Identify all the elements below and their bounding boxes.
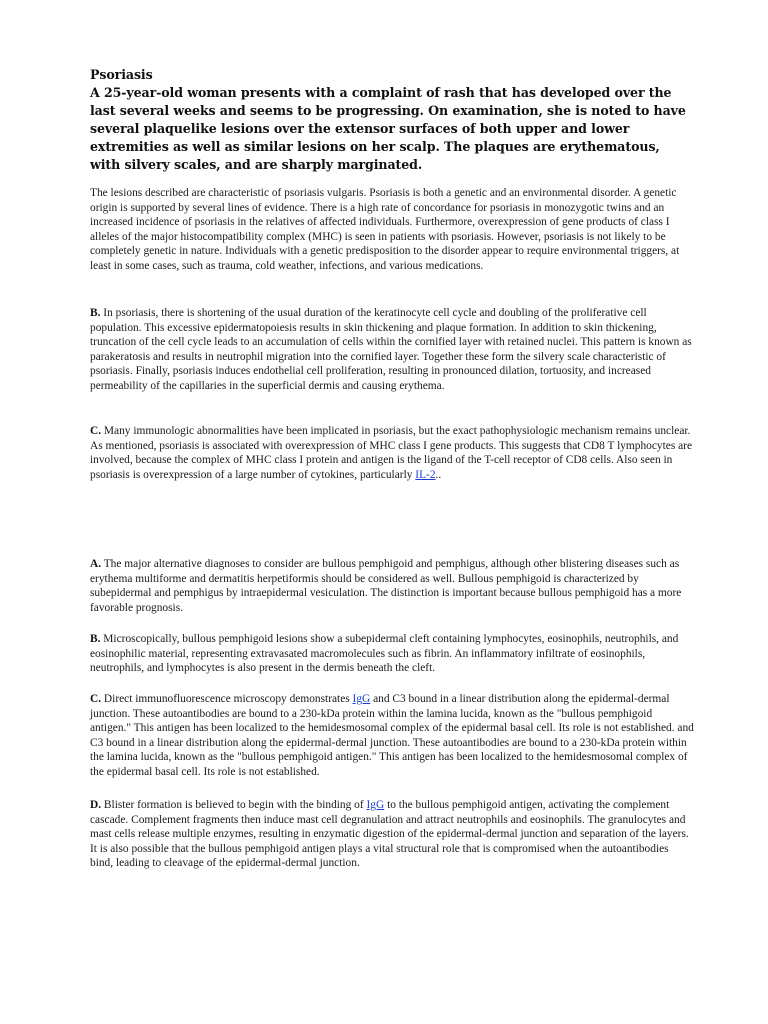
page-title: Psoriasis <box>90 67 153 82</box>
answer-text: In psoriasis, there is shortening of the usual duration of the keratinocyte cell cycle and doubling of the proliferative cell population. This excessive epidermatopoiesis results in skin thickening and plaque formation. In addition to skin thickening, truncation of the cell cycle leads to an accumulation of cells within the cornified layer with retained nuclei. This pattern is known as parakeratosis and results in neutrophil migration into the cornified layer. Together these form the silvery scale characteristic of psoriasis. Finally, psoriasis induces endothelial cell proliferation, resulting in pronounced dilation, tortuosity, and increased permeability of the capillaries in the superficial dermis and causing erythema. <box>90 307 692 392</box>
pemphigoid-answer-d <box>90 798 694 871</box>
case-heading <box>90 66 690 174</box>
answer-label: B. <box>90 307 101 319</box>
answer-text: Many immunologic abnormalities have been implicated in psoriasis, but the exact pathophysiologic mechanism remains unclear. As mentioned, psoriasis is associated with overexpression of MHC class I gene products. This suggests that CD8 T lymphocytes are involved, because the complex of MHC class I protein and antigen is the ligand of the T-cell receptor of CD8 cells. Also seen in psoriasis is overexpression of a large number of cytokines, particularly <box>90 425 693 481</box>
igg-link[interactable]: IgG <box>366 799 385 811</box>
answer-label: D. <box>90 799 102 811</box>
il2-link[interactable]: IL-2 <box>415 468 436 481</box>
case-description: A 25-year-old woman presents with a complaint of rash that has developed over the last several weeks and seems to be progressing. On examination, she is noted to have several plaquelike lesions over the extensor surfaces of both upper and lower extremities as well as similar lesions on her scalp. The plaques are erythematous, with silvery scales, and are sharply marginated. <box>90 85 686 172</box>
answer-text: and C3 bound in a linear distribution along the epidermal-dermal junction. These autoantibodies are bound to a 230-kDa protein within the lamina lucida, known as the "bullous pemphigoid antigen." This antigen has been localized to the hemidesmosomal complex of the epidermal basal cell. Its role is not established. and C3 bound in a linear distribution along the epidermal-dermal junction. These autoantibodies are bound to a 230-kDa protein within the lamina lucida, known as the "bullous pemphigoid antigen." This antigen has been localized to the hemidesmosomal complex of the epidermal basal cell. Its role is not established. <box>90 693 694 778</box>
pemphigoid-answer-a <box>90 557 694 615</box>
pemphigoid-answer-c <box>90 692 694 780</box>
answer-label: B. <box>90 633 101 645</box>
answer-label: C. <box>90 425 102 437</box>
answer-text: Microscopically, bullous pemphigoid lesions show a subepidermal cleft containing lymphocytes, eosinophils, neutrophils, and eosinophilic material, representing extravasated macromolecules such as fibrin. An inflammatory infiltrate of eosinophils, neutrophils, and lymphocytes is also present in the dermis beneath the cleft. <box>90 633 679 675</box>
psoriasis-answer-b <box>90 306 694 394</box>
psoriasis-answer-c <box>90 424 694 482</box>
answer-label: A. <box>90 558 102 570</box>
answer-text-pre: Direct immunofluorescence microscopy demonstrates <box>101 693 353 705</box>
answer-text-end: .. <box>435 468 442 481</box>
answer-text: The major alternative diagnoses to consider are bullous pemphigoid and pemphigus, although other blistering diseases such as erythema multiforme and dermatitis herpetiformis should be considered as well. Bullous pemphigoid is characterized by subepidermal and pemphigus by intraepidermal vesiculation. The distinction is important because bullous pemphigoid has a more favorable prognosis. <box>90 558 682 614</box>
igg-link[interactable]: IgG <box>352 693 371 705</box>
pemphigoid-answer-b <box>90 632 694 676</box>
answer-text: to the bullous pemphigoid antigen, activating the complement cascade. Complement fragments then induce mast cell degranulation and attract neutrophils and eosinophils. The granulocytes and mast cells release multiple enzymes, resulting in enzymatic digestion of the epidermal-dermal junction and separation of the layers. It is also possible that the bullous pemphigoid antigen plays a vital structural role that is compromised when the autoantibodies bind, leading to cleavage of the epidermal-dermal junction. <box>90 799 689 870</box>
psoriasis-intro-text: The lesions described are characteristic of psoriasis vulgaris. Psoriasis is both a genetic and an environmental disorder. A genetic origin is supported by several lines of evidence. There is a high rate of concordance for psoriasis in monozygotic twins and an increased incidence of psoriasis in the relatives of affected individuals. Furthermore, overexpression of gene products of class I alleles of the major histocompatibility complex (MHC) is seen in patients with psoriasis. However, psoriasis is not likely to be completely genetic in nature. Individuals with a genetic predisposition to the disorder appear to require environmental triggers, at least in some cases, such as trauma, cold weather, infections, and various medications. <box>90 187 680 272</box>
psoriasis-intro-paragraph <box>90 186 694 274</box>
answer-text-pre: Blister formation is believed to begin with the binding of <box>101 799 367 811</box>
answer-label: C. <box>90 693 102 705</box>
